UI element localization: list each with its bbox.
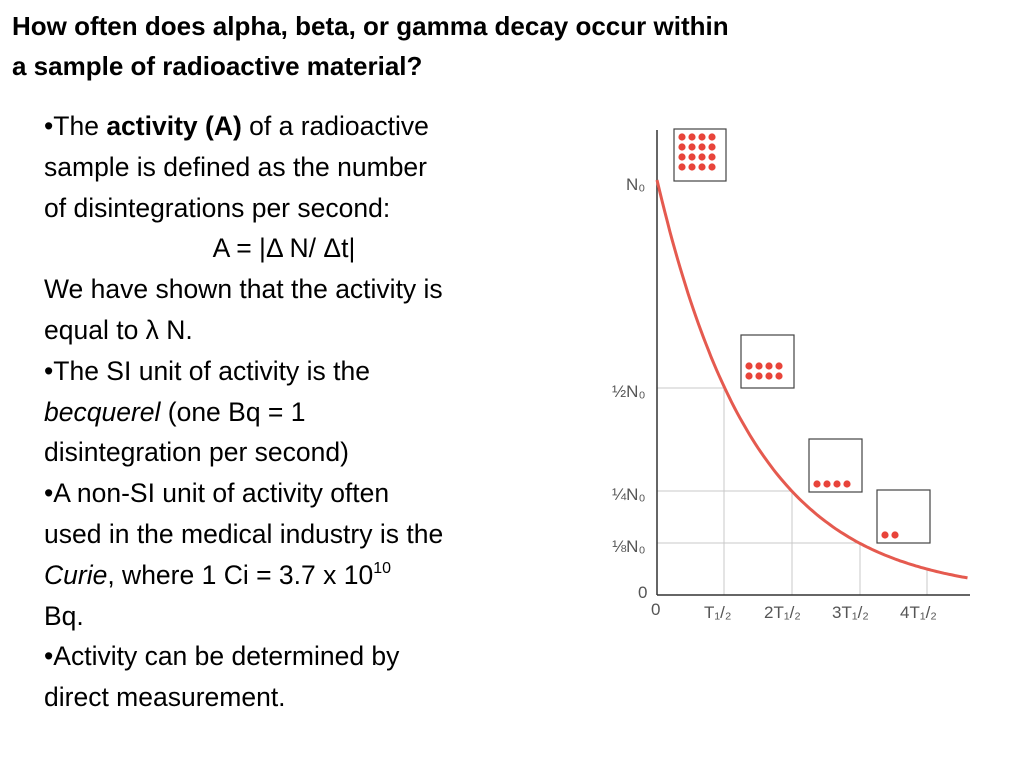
nucleus-dot bbox=[755, 362, 762, 369]
nucleus-dot bbox=[688, 143, 695, 150]
x-label-t1: T₁/₂ bbox=[704, 603, 732, 622]
nucleus-dot bbox=[678, 153, 685, 160]
bullet-curie: •A non-SI unit of activity often bbox=[44, 478, 390, 509]
nucleus-dot bbox=[765, 372, 772, 379]
text-line: Bq. bbox=[44, 600, 84, 631]
bullet-marker: • bbox=[44, 478, 54, 509]
nucleus-dot bbox=[708, 133, 715, 140]
nucleus-dot bbox=[698, 163, 705, 170]
nucleus-dot bbox=[698, 143, 705, 150]
text-line: becquerel (one Bq = 1 bbox=[44, 396, 306, 427]
y-label-half: ½N₀ bbox=[612, 382, 646, 401]
text-line: sample is defined as the number bbox=[44, 151, 427, 182]
x-label-t3: 3T₁/₂ bbox=[832, 603, 869, 622]
nucleus-dot bbox=[843, 480, 850, 487]
x-axis-labels bbox=[651, 600, 937, 622]
exponent: 10 bbox=[373, 559, 392, 577]
x-label-zero: 0 bbox=[651, 600, 661, 619]
body-text bbox=[44, 106, 564, 718]
activity-formula: A = |Δ N/ Δt| bbox=[212, 233, 356, 264]
title-line-1: How often does alpha, beta, or gamma decay occur within bbox=[12, 11, 729, 41]
bullet-marker: • bbox=[44, 641, 54, 672]
nucleus-dot bbox=[688, 163, 695, 170]
nucleus-dot bbox=[775, 362, 782, 369]
nucleus-dot bbox=[708, 163, 715, 170]
curie-term: Curie bbox=[44, 559, 108, 590]
y-label-n0: N₀ bbox=[626, 175, 646, 194]
text-line: direct measurement. bbox=[44, 682, 286, 713]
nucleus-dot bbox=[765, 362, 772, 369]
y-label-zero: 0 bbox=[638, 583, 648, 602]
y-axis-labels bbox=[612, 175, 647, 602]
nucleus-dot bbox=[678, 163, 685, 170]
nucleus-dot bbox=[745, 372, 752, 379]
nucleus-dot bbox=[745, 362, 752, 369]
x-label-t2: 2T₁/₂ bbox=[764, 603, 801, 622]
becquerel-term: becquerel bbox=[44, 396, 161, 427]
nucleus-dot bbox=[678, 133, 685, 140]
decay-figure bbox=[600, 110, 1000, 630]
text-line: disintegration per second) bbox=[44, 437, 349, 468]
nucleus-dot bbox=[813, 480, 820, 487]
nucleus-dot bbox=[775, 372, 782, 379]
bullet-marker: • bbox=[44, 355, 54, 386]
nucleus-dot bbox=[688, 133, 695, 140]
activity-term: activity (A) bbox=[106, 111, 242, 141]
slide-title bbox=[12, 6, 1002, 86]
text-line: We have shown that the activity is bbox=[44, 274, 443, 305]
sample-boxes bbox=[674, 129, 930, 543]
nucleus-dot bbox=[708, 143, 715, 150]
nucleus-dot bbox=[755, 372, 762, 379]
bullet-marker: • bbox=[44, 111, 54, 141]
nucleus-dot bbox=[891, 531, 898, 538]
title-line-2: a sample of radioactive material? bbox=[12, 51, 423, 81]
nucleus-dot bbox=[698, 153, 705, 160]
bullet-activity-definition: •The activity (A) of a radioactive bbox=[44, 111, 429, 141]
nucleus-dot bbox=[698, 133, 705, 140]
nucleus-dot bbox=[881, 531, 888, 538]
x-label-t4: 4T₁/₂ bbox=[900, 603, 937, 622]
nucleus-dot bbox=[833, 480, 840, 487]
bullet-measurement: •Activity can be determined by bbox=[44, 641, 400, 672]
text-line: used in the medical industry is the bbox=[44, 518, 444, 549]
bullet-si-unit: •The SI unit of activity is the bbox=[44, 355, 370, 386]
text-line: equal to λ N. bbox=[44, 314, 193, 345]
text-line: of disintegrations per second: bbox=[44, 192, 391, 223]
sample-box-2 bbox=[741, 335, 794, 388]
y-label-quarter: ¼N₀ bbox=[612, 485, 646, 504]
nucleus-dot bbox=[708, 153, 715, 160]
text-line: Curie, where 1 Ci = 3.7 x $10^{10}$ bbox=[44, 559, 392, 590]
y-label-eighth: ⅛N₀ bbox=[612, 537, 646, 556]
nucleus-dot bbox=[678, 143, 685, 150]
nucleus-dot bbox=[823, 480, 830, 487]
nucleus-dot bbox=[688, 153, 695, 160]
